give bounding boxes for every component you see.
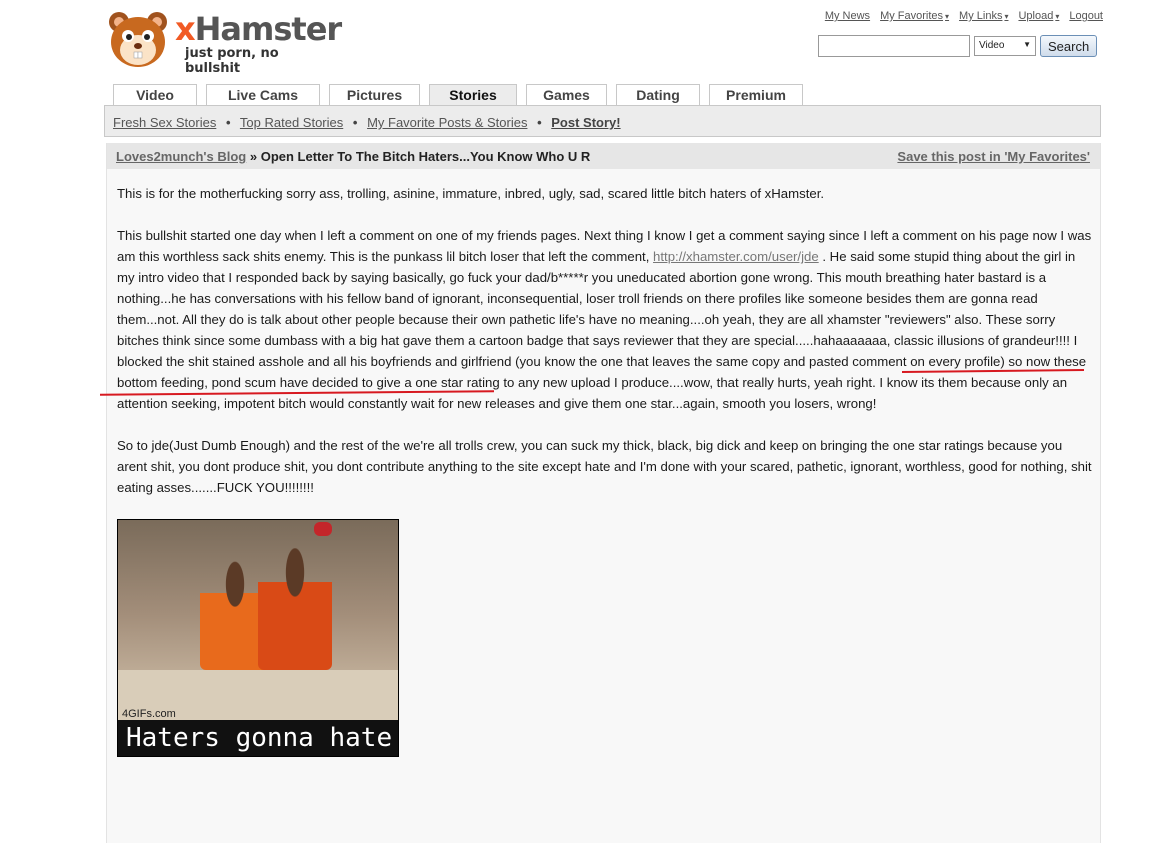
haters-gonna-hate-gif — [117, 519, 399, 757]
paragraph-2: This bullshit started one day when I left a comment on one of my friends pages. Next thing I know I get a comment saying since I left a comment on his page now I was am this worthless sack shits enemy. This is the punkass lil bitch loser that left the comment, http://xhamster.com/user/jde . He said some stupid thing about the girl in my intro video that I responded back by saying basically, go fuck your dad/b*****r you uneducated abortion gone wrong. This mouth breathing hater bastard is a nothing...he has conversations with his fellow band of ignorant, inconsequential, loser troll friends on there profiles like someone besides them are gonna read them...not. All they do is talk about other people because their own pathetic life's have no meaning....oh yeah, they are all xhamster "reviewers" also. These sorry bitches think since some dumbass with a big hat gave them a cartoon badge that says reviewer that they are special.....hahaaaaaaa, classic illusions of grandeur!!!! I blocked the shit stained asshole and all his boyfriends and girlfriend (you know the one that leaves the same copy and pasted comment on every profile) so now these bottom feeding, pond scum have decided to give a one star rating to any new upload I produce....wow, that really hurts, yeah right. I know its them because only an attention seeking, impotent bitch would constantly wait for new releases and give them one star...again, smooth you losers, wrong! — [117, 228, 1092, 411]
tab-premium[interactable]: Premium — [709, 84, 803, 105]
paragraph-3: So to jde(Just Dumb Enough) and the rest of the we're all trolls crew, you can suck my thick, black, big dick and keep on bringing the one star ratings because you arent shit, you dont produce shit, you dont contribute anything to the site except hate and I'm done with your scared, pathetic, ignorant, worthless, good for nothing, shit eating asses.......FUCK YOU!!!!!!!! — [117, 438, 1092, 495]
search-category-value: Video — [979, 40, 1005, 51]
save-to-favorites-link[interactable]: Save this post in 'My Favorites' — [897, 149, 1090, 164]
chevron-down-icon: ▾ — [945, 12, 950, 21]
top-rated-stories-link[interactable]: Top Rated Stories — [239, 115, 344, 130]
logo-wordmark: xHamster — [175, 10, 342, 48]
blog-link[interactable]: Loves2munch's Blog — [116, 149, 247, 164]
post-title: Open Letter To The Bitch Haters...You Know Who U R — [260, 149, 591, 164]
gif-figure — [258, 548, 332, 670]
my-favorites-menu[interactable]: My Favorites ▾ — [880, 10, 950, 22]
search-input[interactable] — [818, 35, 970, 57]
logo-tagline: just porn, no bullshit — [185, 46, 279, 76]
favorite-posts-link[interactable]: My Favorite Posts & Stories — [367, 115, 528, 130]
post-title-bar — [107, 143, 1100, 169]
post-panel — [106, 143, 1101, 843]
paragraph-1: This is for the motherfucking sorry ass, trolling, asinine, immature, inbred, ugly, sad, scared little bitch haters of xHamster. — [117, 186, 825, 201]
chevron-down-icon: ▾ — [1055, 12, 1060, 21]
post-story-link[interactable]: Post Story! — [551, 115, 621, 130]
stories-subnav — [104, 105, 1101, 137]
logout-link[interactable]: Logout — [1069, 10, 1103, 22]
top-navigation — [825, 10, 1103, 22]
separator: • — [352, 115, 358, 130]
hamster-mascot-icon — [105, 8, 171, 70]
tab-dating[interactable]: Dating — [616, 84, 700, 105]
fresh-sex-stories-link[interactable]: Fresh Sex Stories — [113, 115, 217, 130]
hair-bow — [314, 522, 332, 536]
search-category-select[interactable] — [974, 36, 1036, 56]
tab-video[interactable]: Video — [113, 84, 197, 105]
my-news-link[interactable]: My News — [824, 10, 871, 22]
breadcrumb-separator: » — [249, 149, 258, 164]
search-bar — [818, 35, 1097, 57]
tab-pictures[interactable]: Pictures — [329, 84, 420, 105]
separator: • — [537, 115, 542, 130]
user-profile-link[interactable]: http://xhamster.com/user/jde — [653, 249, 819, 264]
tab-stories[interactable]: Stories — [429, 84, 517, 105]
gif-watermark: 4GIFs.com — [122, 708, 176, 720]
chevron-down-icon: ▼ — [1023, 40, 1031, 49]
tab-games[interactable]: Games — [526, 84, 607, 105]
main-tabs — [113, 84, 803, 105]
search-button[interactable]: Search — [1040, 35, 1097, 57]
my-links-menu[interactable]: My Links ▾ — [959, 10, 1009, 22]
gif-caption: Haters gonna hate — [118, 720, 398, 756]
chevron-down-icon: ▾ — [1004, 12, 1009, 21]
upload-menu[interactable]: Upload ▾ — [1018, 10, 1060, 22]
post-body — [107, 169, 1092, 757]
tab-live-cams[interactable]: Live Cams — [206, 84, 320, 105]
site-logo[interactable] — [105, 8, 342, 76]
separator: • — [225, 115, 231, 130]
